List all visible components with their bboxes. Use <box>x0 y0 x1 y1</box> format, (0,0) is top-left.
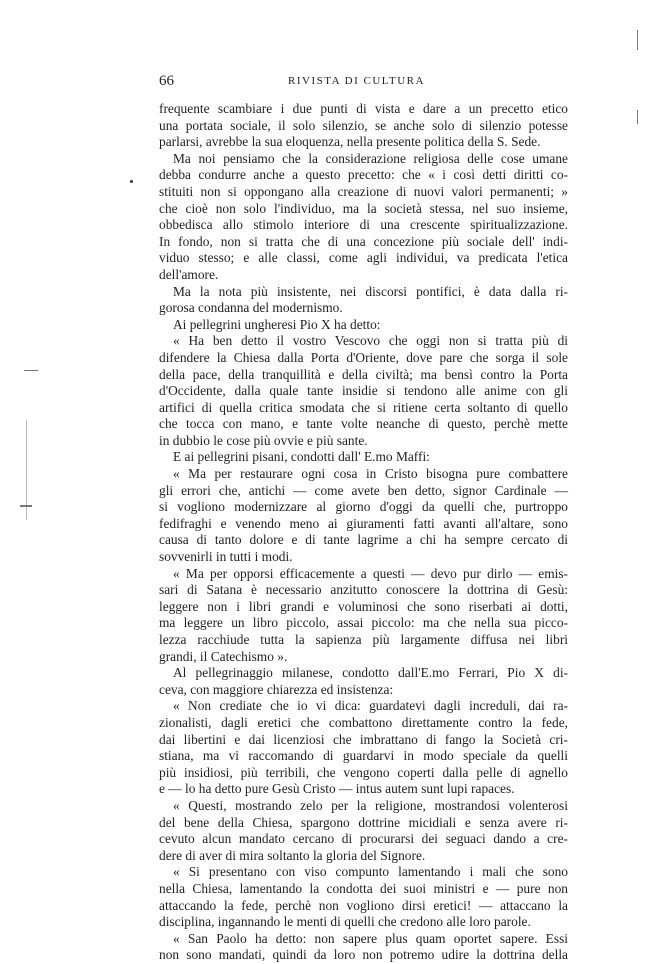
text-line: obbedisca allo stimolo interiore di una crescente spiritualizzazione. <box>159 217 568 233</box>
text-line: nella Chiesa, lamentando la condotta dei suoi ministri e — pure non <box>159 880 568 896</box>
text-line: « Questi, mostrando zelo per la religione, mostrandosi volenterosi <box>173 797 568 813</box>
text-line: ma leggere un libro piccolo, assai piccolo: ma che nella sua picco- <box>159 615 568 631</box>
text-line: gli errori che, antichi — come avete ben detto, signor Cardinale — <box>159 482 568 498</box>
text-line: causa di tanto dolore e di tante lagrime a chi ha sempre cercato di <box>159 532 568 548</box>
text-line: Ai pellegrini ungheresi Pio X ha detto: <box>173 316 381 332</box>
text-line: dai libertini e dai licenziosi che imbrattano di fango la Società cri- <box>159 731 568 747</box>
text-line: « Ha ben detto il vostro Vescovo che oggi non si tratta più di <box>173 333 568 349</box>
text-line: Ma la nota più insistente, nei discorsi pontifici, è data dalla ri- <box>173 283 568 299</box>
text-line: « San Paolo ha detto: non sapere plus quam oportet sapere. Essi <box>173 930 568 946</box>
text-line: zionalisti, dagli eretici che combattono direttamente contro la fede, <box>159 714 568 730</box>
text-line: « Si presentano con viso compunto lamentando i mali che sono <box>173 864 568 880</box>
text-line: « Ma per opporsi efficacemente a questi — devo pur dirlo — emis- <box>173 565 568 581</box>
text-line: lezza racchiude tutta la sapienza più largamente diffusa nei libri <box>159 632 568 647</box>
text-line: non sono mandati, quindi da loro non potremo udire la dottrina della <box>159 947 568 963</box>
text-line: dere di aver di mira soltanto la gloria del Signore. <box>159 847 426 863</box>
text-line: leggere non i libri grandi e voluminosi che sono riserbati ai dotti, <box>159 598 568 614</box>
page-number: 66 <box>159 73 174 89</box>
text-line: dell'amore. <box>159 266 219 282</box>
text-line: stiana, ma vi raccomando di guardarvi in modo speciale da quelli <box>159 748 568 764</box>
text-line: si vogliono modernizzare al giorno d'oggi da quelli che, purtroppo <box>159 499 568 515</box>
text-line: difendere la Chiesa dalla Porta d'Oriente, dove pare che sorga il sole <box>159 349 568 365</box>
text-line: una portata sociale, il solo silenzio, se anche solo di silenzio potesse <box>159 117 568 133</box>
text-line: fedifraghi e venendo meno ai giuramenti fatti avanti all'altare, sono <box>159 515 568 531</box>
text-line: debba condurre anche a questo precetto: che « i così detti diritti co- <box>159 167 568 183</box>
text-line: e — lo ha detto pure Gesù Cristo — intus autem sunt lupi rapaces. <box>159 781 515 797</box>
text-line: attaccando la fede, perchè non vogliono dirsi eretici! — attaccano la <box>159 897 568 913</box>
text-line: sovvenirli in tutti i modi. <box>159 549 293 565</box>
text-line: della pace, della tranquillità e della civiltà; ma bensì contro la Porta <box>159 366 568 382</box>
text-line: grandi, il Catechismo ». <box>159 648 288 664</box>
text-line: « Non crediate che io vi dica: guardatevi dagli increduli, dai ra- <box>173 698 568 714</box>
text-line: Ma noi pensiamo che la considerazione religiosa delle cose umane <box>173 150 568 166</box>
text-line: sari di Satana è necessario anzitutto conoscere la dottrina di Gesù: <box>159 582 568 598</box>
text-line: cevuto alcun mandato cercano di procurarsi dei seguaci dando a cre- <box>159 831 568 847</box>
text-line: viduo stesso; e alle classi, come agli individui, va predicata l'etica <box>159 250 568 266</box>
text-line: « Ma per restaurare ogni cosa in Cristo bisogna pure combattere <box>173 466 568 482</box>
text-line: del bene della Chiesa, spargono dottrine micidiali e senza avere ri- <box>159 814 568 830</box>
text-line: d'Occidente, dalla quale tante insidie si tendono alle anime con gli <box>159 383 568 399</box>
running-head: RIVISTA DI CULTURA <box>288 75 425 87</box>
text-line: più insidiosi, più terribili, che vengono coperti dalla pelle di agnello <box>159 764 568 780</box>
text-line: che tocca con mano, e tante volte neanche di questo, perchè mette <box>159 416 568 432</box>
body-text <box>159 101 568 964</box>
text-line: ceva, con maggiore chiarezza ed insistenza: <box>159 681 394 697</box>
scan-mark <box>24 370 38 371</box>
scan-mark <box>130 180 133 183</box>
text-line: disciplina, ingannando le menti di quelli che credono alle loro parole. <box>159 914 531 930</box>
text-line: frequente scambiare i due punti di vista e dare a un precetto etico <box>159 101 568 116</box>
text-line: In fondo, non si tratta che di una concezione più sociale dell' indi- <box>159 233 568 249</box>
text-line: in dubbio le cose più ovvie e più sante. <box>159 432 368 448</box>
text-line: stituiti non si oppongano alla creazione di nuovi valori permanenti; » <box>159 183 568 199</box>
text-line: E ai pellegrini pisani, condotti dall' E.mo Maffi: <box>173 449 430 465</box>
text-line: artifici di quella critica smodata che si ritiene certa soltanto di quello <box>159 399 568 415</box>
text-line: gorosa condanna del modernismo. <box>159 300 343 316</box>
text-line: parlarsi, avrebbe la sua eloquenza, nella presente politica della S. Sede. <box>159 134 541 150</box>
scan-mark <box>637 30 638 50</box>
text-line: Al pellegrinaggio milanese, condotto dall'E.mo Ferrari, Pio X di- <box>173 665 568 681</box>
text-line: che cioè non solo l'individuo, ma la società stessa, nel suo insieme, <box>159 200 568 216</box>
scan-mark <box>20 505 32 507</box>
scan-mark <box>637 110 638 124</box>
